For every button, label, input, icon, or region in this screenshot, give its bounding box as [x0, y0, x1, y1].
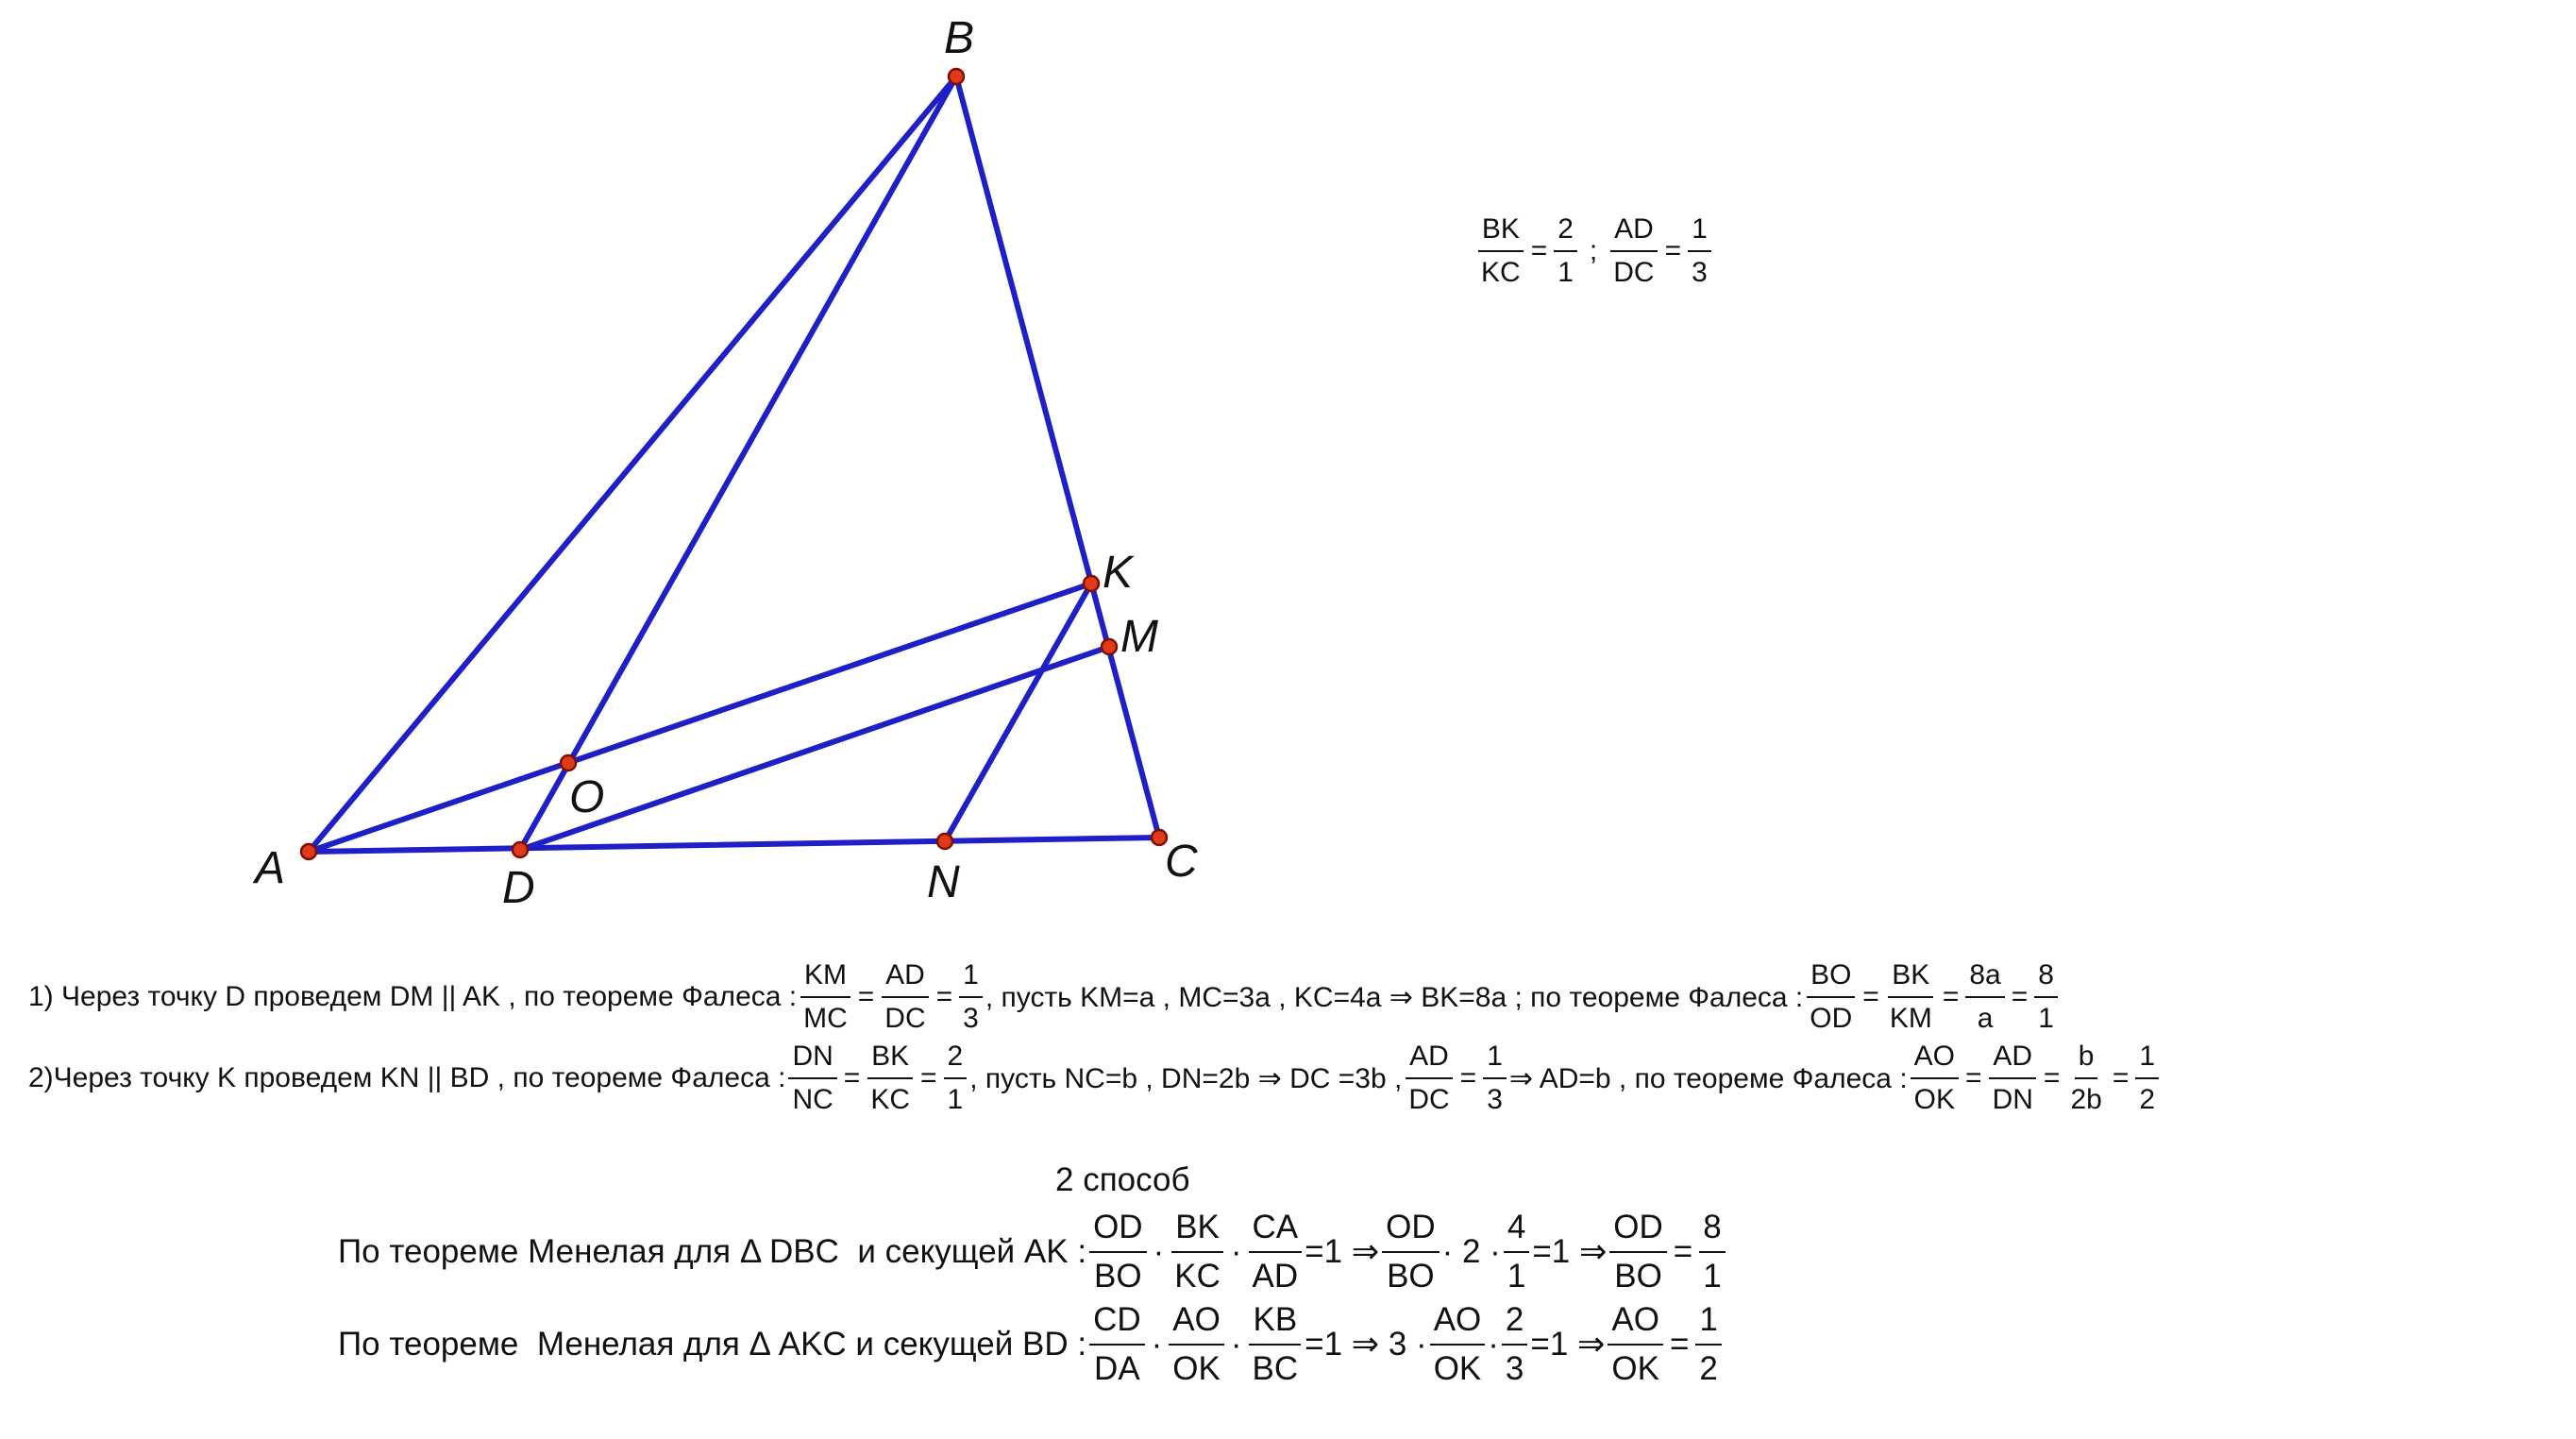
label-k: K: [1103, 548, 1134, 598]
solution2-line1: По теореме Менелая для Δ DBC и секущей AK : $\frac{OD}{BO}$ · $\frac{BK}{KC}$ · $\frac{CA}{AD}$ =1 ⇒ $\frac{OD}{BO}$ · 2 · $\frac{4}{1}$ =1 ⇒ $\frac{OD}{BO}$ = $\frac{8}{1}$: [338, 1209, 1728, 1295]
fraction-1-3: $\frac{1}{3}$: [1688, 213, 1711, 289]
segment-ak: [309, 584, 1091, 852]
fraction-2-1: $\frac{2}{1}$: [1554, 213, 1577, 289]
given-ratios: $\frac{BK}{KC}$ = $\frac{2}{1}$ ; $\frac{AD}{DC}$ = $\frac{1}{3}$: [1474, 213, 1714, 289]
point-o: [561, 755, 576, 770]
point-n: [937, 834, 952, 849]
fraction-bk-kc: $\frac{BK}{KC}$: [1477, 213, 1524, 289]
point-k: [1084, 576, 1099, 591]
label-n: N: [927, 857, 960, 907]
point-d: [513, 842, 528, 857]
point-a: [301, 844, 316, 859]
segment-bc: [956, 76, 1159, 838]
label-b: B: [944, 13, 975, 63]
segment-ac: [309, 838, 1159, 852]
point-m: [1102, 639, 1117, 654]
points: [301, 69, 1167, 859]
point-b: [949, 69, 964, 84]
solution1-line2: 2)Через точку K проведем KN || BD , по теореме Фалеса : $\frac{DN}{NC}$ = $\frac{BK}{KC}$ = $\frac{2}{1}$ , пусть NC=b , DN=2b ⇒ DC =3b , $\frac{AD}{DC}$ = $\frac{1}{3}$ ⇒ AD=b , по теореме Фалеса : $\frac{AO}{OK}$ = $\frac{AD}{DN}$ = $\frac{b}{2b}$ = $\frac{1}{2}$: [28, 1041, 2162, 1116]
fraction-ad-dc: $\frac{AD}{DC}$: [1609, 213, 1658, 289]
label-o: O: [569, 772, 605, 822]
label-a: A: [255, 843, 286, 893]
segment-kn: [945, 584, 1091, 841]
label-d: D: [502, 863, 535, 913]
method2-heading: 2 способ: [1055, 1161, 1190, 1198]
segment-bd: [520, 76, 956, 850]
solution1-line1: 1) Через точку D проведем DM || AK , по теореме Фалеса : $\frac{KM}{MC}$ = $\frac{AD}{DC}$ = $\frac{1}{3}$ , пусть KM=a , MC=3a , KC=4a ⇒ BK=8a ; по теореме Фалеса : $\frac{BO}{OD}$ = $\frac{BK}{KM}$ = $\frac{8a}{a}$ = $\frac{8}{1}$: [28, 959, 2061, 1035]
solution2-line2: По теореме Менелая для Δ AKC и секущей BD : $\frac{CD}{DA}$ · $\frac{AO}{OK}$ · $\frac{KB}{BC}$ =1 ⇒ 3 · $\frac{AO}{OK}$ · $\frac{2}{3}$ =1 ⇒ $\frac{AO}{OK}$ = $\frac{1}{2}$: [338, 1301, 1725, 1388]
label-c: C: [1165, 837, 1198, 887]
segments: [309, 76, 1159, 852]
label-m: M: [1120, 612, 1158, 662]
